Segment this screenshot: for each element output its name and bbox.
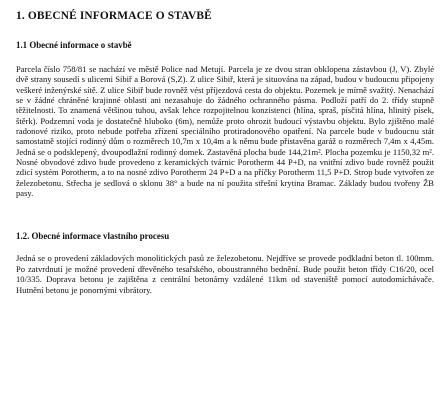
section-spacer bbox=[16, 198, 434, 231]
section-2-paragraph: Jedná se o provedení základových monolitických pasů ze železobetonu. Nejdříve se provede podkladní beton tl. 100mm. Po zatvrdnutí je možné provedení dřevěného tesařského, oboustranného bednění. Bude použit beton třídy C16/20, ocel 10/335. Doprava betonu je zajištěna z centrální betonárny vzdálené 11km od staveniště pomocí autodomíchávače. Hutnění betonu je ponornými vibrátory. bbox=[16, 253, 434, 295]
chapter-heading: 1. OBECNÉ INFORMACE O STAVBĚ bbox=[16, 10, 212, 22]
section-2-title: 1.2. Obecné informace vlastního procesu bbox=[16, 231, 170, 242]
section-1-title: 1.1 Obecné informace o stavbě bbox=[16, 40, 132, 50]
section-1-paragraph: Parcela číslo 758/81 se nachází ve městě Police nad Metují. Parcela je ze dvou stran obklopena zástavbou (J, V). Zbylé dvě strany sousedí s ulicemi Sibiř a Borová (S,Z). Z ulice Sibiř, která je situována na západ, budou v budoucnu připojeny veškeré inženýrské sítě. Z ulice Sibiř bude rovněž vést příjezdová cesta do objektu. Pozemek je mírně svažitý. Nenachází se v žádné chráněné krajinné oblasti ani nezasahuje do žádného ochranného pásma. Podloží patří do 2. třídy stupně těžitelnosti. To znamená většinou tuhou, avšak lehce rozpojitelnou konzistenci (hlína, spraš, písčitá hlína, hlinitý písek, štěrk). Podzemní voda je dostatečně hluboko (6m), nemůže proto ohrozit budoucí výstavbu objektu. Bylo zjištěno malé radonové riziko, proto nebude potřeba zřízení speciálního protiradonového opatření. Na parcele bude v budoucnu stát samostatně stojící rodinný dům o rozměrech 10,7m x 10,4m a k němu bude přistavěna garáž o rozměrech 7,4m x 4,45m. Jedná se o podsklepený, dvoupodlažní rodinný domek. Zastavěná plocha bude 144,21m². Plocha pozemku je 1150,32 m². Nosné obvodové zdivo bude provedeno z keramických tvárnic Porotherm 44 P+D, na vnitřní zdivo bude rovněž použit zdicí systém Porotherm, a to na nosné zdivo Porotherm 24 P+D a na příčky Porotherm 11,5 P+D. Strop bude vytvořen ze železobetonu. Střecha je sedlová o sklonu 38° a bude na ní použita střešní krytina Bramac. Základy budou tvořeny ŽB pasy. bbox=[16, 64, 434, 199]
